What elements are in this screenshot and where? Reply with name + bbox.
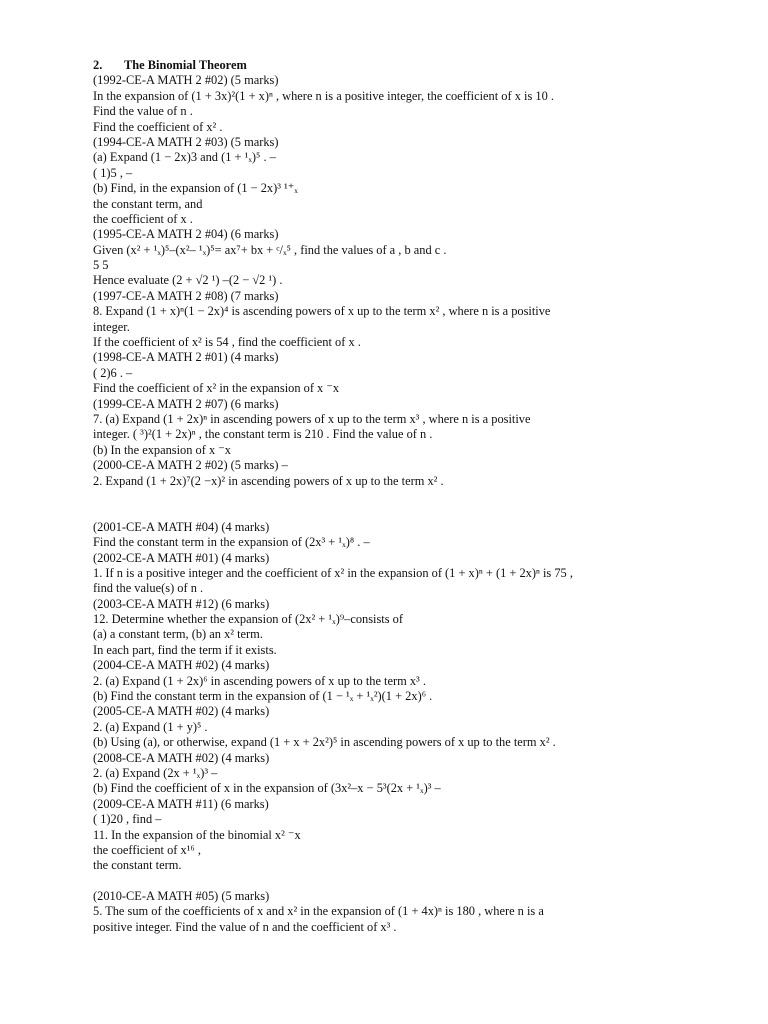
blank-gap [93, 874, 693, 889]
text-line: (2004-CE-A MATH #02) (4 marks) [93, 658, 270, 673]
text-line: the constant term. [93, 858, 182, 873]
text-line: find the value(s) of n . [93, 581, 204, 596]
text-line: 5. The sum of the coefficients of x and x² in the expansion of (1 + 4x)ⁿ is 180 , where n is a [93, 904, 544, 919]
text-line: In the expansion of (1 + 3x)²(1 + x)ⁿ , where n is a positive integer, the coefficient of x is 10 . [93, 88, 554, 103]
text-line: (2003-CE-A MATH #12) (6 marks) [93, 596, 270, 611]
section-heading: The Binomial Theorem [124, 58, 247, 72]
text-line: (b) Find the constant term in the expansion of (1 − ¹ₓ + ¹ₓ²)(1 + 2x)⁶ . [93, 689, 433, 704]
section-title [93, 58, 693, 73]
text-line: ( 1)20 , find – [93, 812, 162, 827]
text-line: ( 2)6 . – [93, 365, 133, 380]
text-line: (b) Find, in the expansion of (1 − 2x)³ ¹⁺ₓ [93, 181, 298, 196]
text-line: (2008-CE-A MATH #02) (4 marks) [93, 750, 270, 765]
text-line: (a) Expand (1 − 2x)3 and (1 + ¹ₓ)⁵ . – [93, 150, 276, 165]
text-line: (1994-CE-A MATH 2 #03) (5 marks) [93, 134, 279, 149]
text-line: Hence evaluate (2 + √2 ¹) –(2 − √2 ¹) . [93, 273, 283, 288]
text-line: the coefficient of x¹⁶ , [93, 842, 201, 857]
text-line: 7. (a) Expand (1 + 2x)ⁿ in ascending powers of x up to the term x³ , where n is a positive [93, 411, 531, 426]
text-line: ( 1)5 , – [93, 165, 133, 180]
text-line: 1. If n is a positive integer and the coefficient of x² in the expansion of (1 + x)ⁿ + (1 + 2x)ⁿ is 75 , [93, 565, 573, 580]
text-line: Find the coefficient of x² . [93, 119, 223, 134]
text-line: (2009-CE-A MATH #11) (6 marks) [93, 796, 269, 811]
text-line: 2. Expand (1 + 2x)⁷(2 −x)² in ascending powers of x up to the term x² . [93, 473, 444, 488]
text-line: 8. Expand (1 + x)ⁿ(1 − 2x)⁴ is ascending powers of x up to the term x² , where n is a positive [93, 304, 551, 319]
text-line: Find the value of n . [93, 104, 193, 119]
text-line: (b) Using (a), or otherwise, expand (1 + x + 2x²)⁵ in ascending powers of x up to the term x² . [93, 735, 556, 750]
text-line: positive integer. Find the value of n and the coefficient of x³ . [93, 919, 397, 934]
text-line: the coefficient of x . [93, 211, 193, 226]
question-block-3 [93, 889, 693, 935]
text-line: (2000-CE-A MATH 2 #02) (5 marks) – [93, 458, 288, 473]
text-line: 5 5 [93, 258, 109, 273]
text-line: 11. In the expansion of the binomial x² ⁻x [93, 827, 301, 842]
text-line: Find the coefficient of x² in the expansion of x ⁻x [93, 381, 340, 396]
text-line: (a) a constant term, (b) an x² term. [93, 627, 263, 642]
text-line: Given (x² + ¹ₓ)⁵–(x²– ¹ₓ)⁵= ax⁷+ bx + ᶜ/ₓ⁵ , find the values of a , b and c . [93, 242, 447, 257]
section-number: 2. [93, 58, 103, 72]
text-line: (2002-CE-A MATH #01) (4 marks) [93, 550, 270, 565]
text-line: integer. [93, 319, 130, 334]
text-line: If the coefficient of x² is 54 , find the coefficient of x . [93, 335, 361, 350]
text-line: 12. Determine whether the expansion of (2x² + ¹ₓ)⁹–consists of [93, 612, 403, 627]
text-line: (1997-CE-A MATH 2 #08) (7 marks) [93, 288, 279, 303]
blank-gap [93, 504, 693, 519]
text-line: 2. (a) Expand (2x + ¹ₓ)³ – [93, 765, 218, 780]
text-line: (1998-CE-A MATH 2 #01) (4 marks) [93, 350, 279, 365]
text-line: (2001-CE-A MATH #04) (4 marks) [93, 519, 270, 534]
text-line: Find the constant term in the expansion of (2x³ + ¹ₓ)⁸ . – [93, 535, 370, 550]
text-line: (1995-CE-A MATH 2 #04) (6 marks) [93, 227, 279, 242]
text-line: 2. (a) Expand (1 + 2x)⁶ in ascending powers of x up to the term x³ . [93, 673, 426, 688]
text-line: integer. ( ³)²(1 + 2x)ⁿ , the constant term is 210 . Find the value of n . [93, 427, 433, 442]
text-line: (b) Find the coefficient of x in the expansion of (3x²–x − 5³(2x + ¹ₓ)³ – [93, 781, 441, 796]
blank-gap [93, 489, 693, 504]
text-line: (b) In the expansion of x ⁻x [93, 442, 231, 457]
text-line: (1999-CE-A MATH 2 #07) (6 marks) [93, 396, 279, 411]
text-line: (2010-CE-A MATH #05) (5 marks) [93, 889, 270, 904]
text-line: the constant term, and [93, 196, 203, 211]
question-block-1 [93, 73, 693, 489]
text-line: 2. (a) Expand (1 + y)⁵ . [93, 719, 208, 734]
question-block-2 [93, 520, 693, 874]
text-line: (2005-CE-A MATH #02) (4 marks) [93, 704, 270, 719]
document-page [93, 58, 693, 935]
text-line: (1992-CE-A MATH 2 #02) (5 marks) [93, 73, 279, 88]
text-line: In each part, find the term if it exists. [93, 642, 277, 657]
